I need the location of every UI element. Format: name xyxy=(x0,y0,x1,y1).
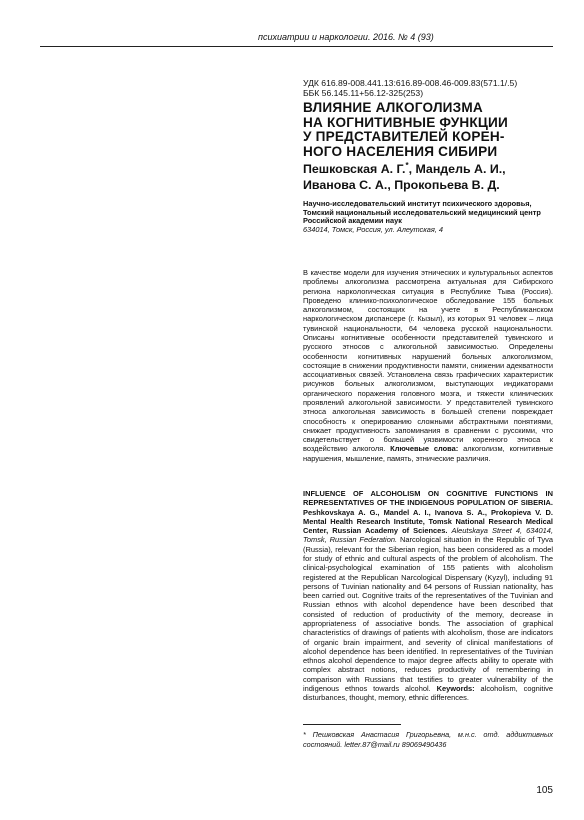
address: 634014, Томск, Россия, ул. Алеутская, 4 xyxy=(303,225,444,234)
article-title xyxy=(303,101,553,159)
keywords: alcoholism, cognitive disturbances, thought, memory, ethnic differences. xyxy=(303,683,553,703)
page-number: 105 xyxy=(536,785,553,796)
keywords-label: Keywords: xyxy=(436,683,475,693)
authors-line-2: Иванова С. А., Прокопьева В. Д. xyxy=(303,177,500,192)
udk-code: УДК 616.89-008.441.13:616.89-008.46-009.83(571.1/.5) xyxy=(303,78,518,88)
title-line: НОГО НАСЕЛЕНИЯ СИБИРИ xyxy=(303,143,498,159)
author-name: Пешковская А. Г. xyxy=(303,162,406,176)
abstract-text: Narcological situation in the Republic of Tyva (Russia), relevant for the Siberian region, has been considered as a model for study of ethnic and cultural aspects of the problem of alcoholism. The clinical-psychological examination of 155 patients with alcoholism registered at the Republican Narcological Dispensary (Kyzyl), including 91 persons of Tuvinian nationality and 64 persons of Russian nationality, has been carried out. Cognitive traits of the representatives of the Tuvinian and Russian ethnos with alcohol dependence have been described that consisted of reduction of productivity of the memory, decrease in appropriateness of associative bonds. The association of graphical characteristics of drawings of patients with alcoholism, those are indicators of organic brain impairment, and severity of clinical manifestations of alcohol dependence has been identified. In representatives of the Tuvinian ethnos alcohol dependence to major degree affects ability to operate with complex abstract notions, reduces productivity of remembering in comparison with Russians that testifies to greater vulnerability of the indigenous ethnos towards alcohol. xyxy=(303,535,553,693)
english-address: Aleutskaya Street 4, 634014, Tomsk, Russian Federation. xyxy=(303,526,554,545)
bbk-code: ББК 56.145.11+56.12-325(253) xyxy=(303,88,424,98)
journal-header: психиатрии и наркологии. 2016. № 4 (93) xyxy=(258,32,434,42)
keywords: алкоголизм, когнитивные нарушения, мышление, память, этнические различия. xyxy=(303,444,553,463)
english-authors-affiliation: Peshkovskaya A. G., Mandel A. I., Ivanova S. A., Prokopieva V. D. Mental Health Research Institute, Tomsk National Research Medical Center, Russian Academy of Sciences. xyxy=(303,507,553,536)
authors-line-1 xyxy=(303,162,553,178)
footnote-mark: * xyxy=(405,160,409,170)
classification-codes xyxy=(303,78,553,98)
abstract-text: В качестве модели для изучения этнических и культуральных аспектов проблемы алкоголизма рассмотрена актуальная для Сибирского региона наркологическая ситуация в Республике Тыва (Россия). Проведено клинико-психологическое обследование 155 больных алкоголизмом, состоящих на учете в Республиканском наркологическом диспансере (г. Кызыл), из которых 91 человек – лица тувинской национальности, 64 человека русской национальности. Описаны когнитивные особенности представителей тувинского и русского этносов с алкогольной зависимостью. Определены особенности когнитивных нарушений больных алкоголизмом, состоящие в снижении продуктивности памяти, снижении адекватности ассоциативных связей. Установлена связь графических характеристик рисунков больных алкоголизмом, выступающих индикаторами органического поражения головного мозга, и тяжести клинических проявлений алкогольной зависимости. У представителей тувинского этноса алкогольная зависимость в большей степени повреждает способность к оперированию сложными абстрактными понятиями, снижает продуктивность запоминания в сравнении с русскими, что свидетельствует о большей уязвимости коренного этноса к воздействию алкоголя. xyxy=(303,268,553,454)
title-line: ВЛИЯНИЕ АЛКОГОЛИЗМА xyxy=(303,100,483,115)
author-footnote: * Пешковская Анастасия Григорьевна, м.н.с. отд. аддиктивных состояний. letter.87@mail.ru 89069490436 xyxy=(303,730,553,749)
abstract-russian xyxy=(303,268,553,463)
authors xyxy=(303,162,553,193)
english-title: INFLUENCE OF ALCOHOLISM ON COGNITIVE FUNCTIONS IN REPRESENTATIVES OF THE INDIGENOUS POPULATION OF SIBERIA. xyxy=(303,489,553,508)
header-divider xyxy=(40,46,553,47)
affiliation: Научно-исследовательский институт психического здоровья, Томский национальный исследовательский медицинский центр Российской академии наук xyxy=(303,199,541,226)
keywords-label: Ключевые слова: xyxy=(390,444,459,454)
abstract-english xyxy=(303,489,553,702)
footnote-divider xyxy=(303,724,401,725)
title-line: У ПРЕДСТАВИТЕЛЕЙ КОРЕН- xyxy=(303,129,505,144)
author-names: , Мандель А. И., xyxy=(408,162,506,176)
title-line: НА КОГНИТИВНЫЕ ФУНКЦИИ xyxy=(303,114,508,130)
